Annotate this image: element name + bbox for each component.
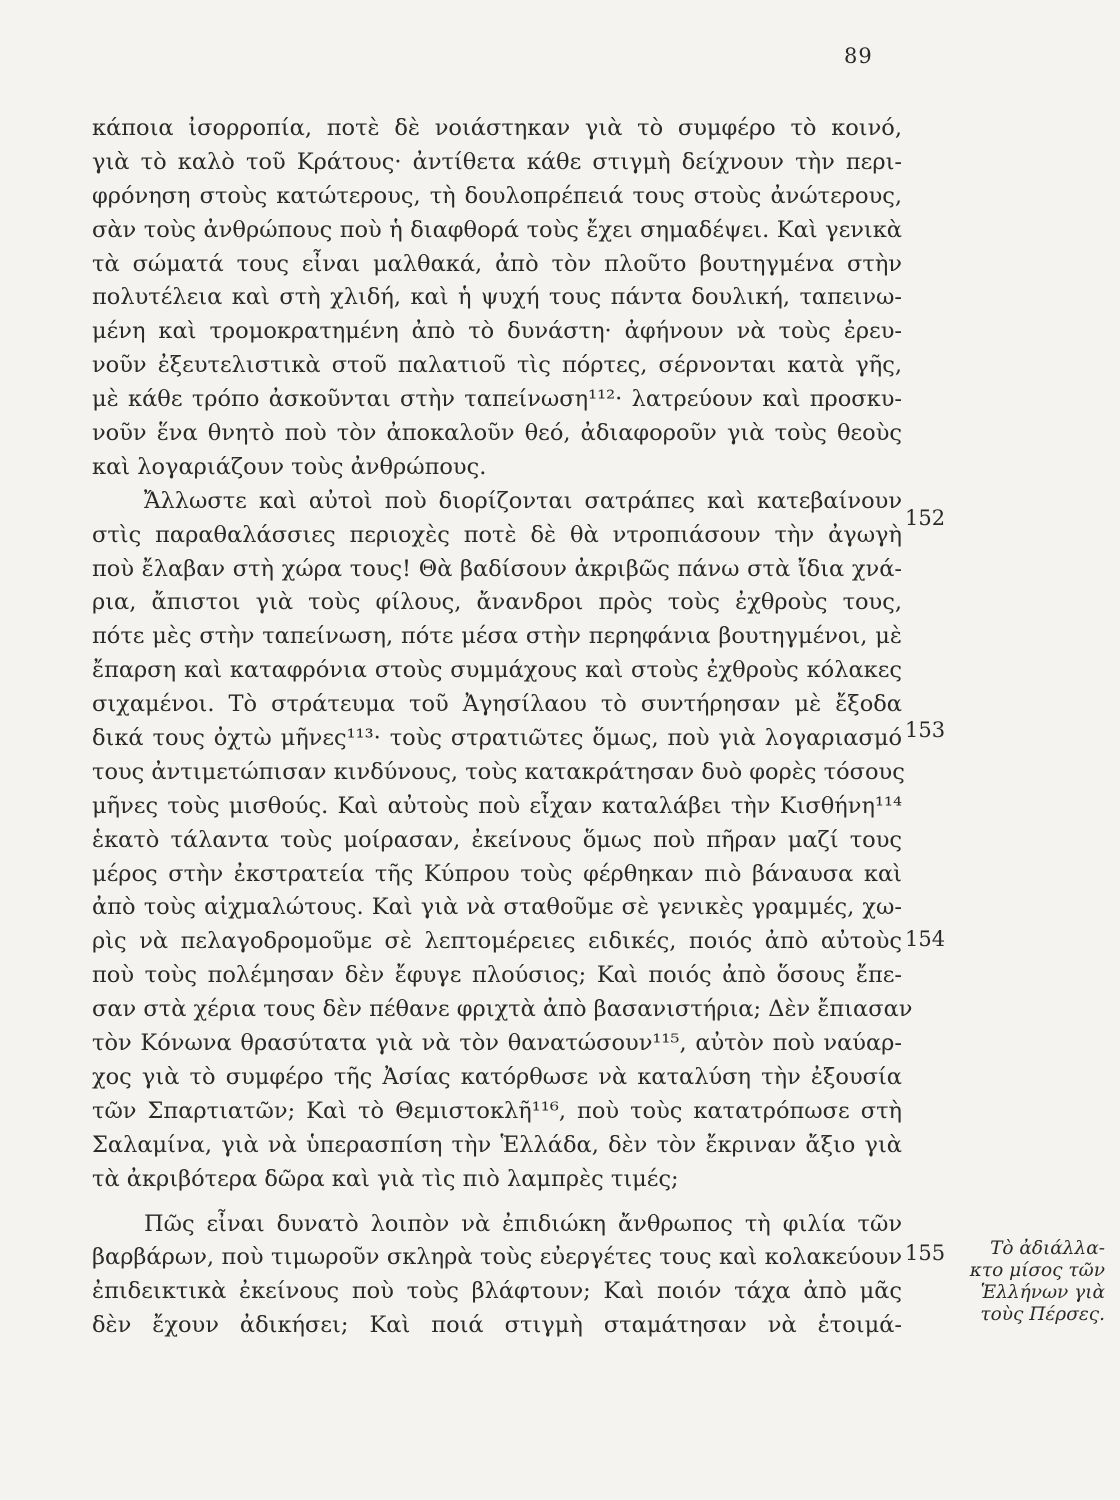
text-line: Ἄλλωστε καὶ αὐτοὶ ποὺ διορίζονται σατράπες καὶ κατεβαίνουν [144, 487, 902, 514]
margin-note [960, 1238, 1105, 1326]
text-line: ἑκατὸ τάλαντα τοὺς μοίρασαν, ἐκείνους ὅμως ποὺ πῆραν μαζί τους [92, 826, 902, 853]
text-line: τους ἀντιμετώπισαν κινδύνους, τοὺς κατακράτησαν δυὸ φορὲς τόσους [92, 758, 905, 785]
section-number: 155 [905, 1241, 946, 1265]
text-line: δικά τους ὀχτὼ μῆνες¹¹³· τοὺς στρατιῶτες ὅμως, ποὺ γιὰ λογαριασμό [92, 725, 902, 752]
page-number: 89 [844, 44, 873, 68]
text-line: πότε μὲς στὴν ταπείνωση, πότε μέσα στὴν περηφάνια βουτηγμένοι, μὲ [92, 623, 902, 650]
text-line: Πῶς εἶναι δυνατὸ λοιπὸν νὰ ἐπιδιώκη ἄνθρωπος τὴ φιλία τῶν [144, 1210, 902, 1237]
text-line: πολυτέλεια καὶ στὴ χλιδή, καὶ ἡ ψυχή τους πάντα δουλική, ταπεινω- [92, 284, 902, 311]
text-line: τὰ ἀκριβότερα δῶρα καὶ γιὰ τὶς πιὸ λαμπρὲς τιμές; [92, 1165, 679, 1192]
text-line: ποὺ τοὺς πολέμησαν δὲν ἔφυγε πλούσιος; Καὶ ποιός ἀπὸ ὅσους ἔπε- [92, 962, 902, 989]
text-line: σιχαμένοι. Τὸ στράτευμα τοῦ Ἀγησίλαου τὸ συντήρησαν μὲ ἔξοδα [92, 691, 902, 718]
text-line: ρια, ἄπιστοι γιὰ τοὺς φίλους, ἄνανδροι πρὸς τοὺς ἐχθροὺς τους, [92, 589, 902, 616]
main-text [92, 112, 913, 1343]
section-number: 154 [905, 927, 946, 951]
text-line: μένη καὶ τρομοκρατημένη ἀπὸ τὸ δυνάστη· ἀφήνουν νὰ τοὺς ἐρευ- [92, 318, 902, 345]
text-line: βαρβάρων, ποὺ τιμωροῦν σκληρὰ τοὺς εὐεργέτες τους καὶ κολακεύουν [92, 1244, 902, 1271]
text-line: ρὶς νὰ πελαγοδρομοῦμε σὲ λεπτομέρειες ειδικές, ποιός ἀπὸ αὐτοὺς [92, 928, 902, 955]
margin-note-line: τοὺς Πέρσες. [980, 1304, 1105, 1325]
text-line: δὲν ἔχουν ἀδικήσει; Καὶ ποιά στιγμὴ σταμάτησαν νὰ ἑτοιμά- [92, 1312, 902, 1339]
text-line: σὰν τοὺς ἀνθρώπους ποὺ ἡ διαφθορά τοὺς ἔχει σημαδέψει. Καὶ γενικὰ [92, 216, 902, 243]
text-line: τῶν Σπαρτιατῶν; Καὶ τὸ Θεμιστοκλῆ¹¹⁶, ποὺ τοὺς κατατρόπωσε στὴ [92, 1097, 902, 1124]
text-line: ἀπὸ τοὺς αἰχμαλώτους. Καὶ γιὰ νὰ σταθοῦμε σὲ γενικὲς γραμμές, χω- [92, 894, 902, 921]
text-line: Σαλαμίνα, γιὰ νὰ ὑπερασπίση τὴν Ἑλλάδα, δὲν τὸν ἔκριναν ἄξιο γιὰ [92, 1131, 902, 1158]
text-line: ποὺ ἔλαβαν στὴ χώρα τους! Θὰ βαδίσουν ἀκριβῶς πάνω στὰ ἴδια χνά- [92, 555, 902, 582]
text-line: χος γιὰ τὸ συμφέρο τῆς Ἀσίας κατόρθωσε νὰ καταλύση τὴν ἐξουσία [92, 1063, 902, 1090]
text-line: μῆνες τοὺς μισθούς. Καὶ αὐτοὺς ποὺ εἶχαν καταλάβει τὴν Κισθήνη¹¹⁴ [92, 792, 902, 819]
text-line: καὶ λογαριάζουν τοὺς ἀνθρώπους. [92, 453, 487, 480]
text-line: τὰ σώματά τους εἶναι μαλθακά, ἀπὸ τὸν πλοῦτο βουτηγμένα στὴν [92, 250, 902, 277]
margin-note-line: Τὸ ἀδιάλλα- [990, 1238, 1105, 1259]
text-line: κάποια ἰσορροπία, ποτὲ δὲ νοιάστηκαν γιὰ τὸ συμφέρο τὸ κοινό, [92, 115, 902, 141]
text-line: νοῦν ἐξευτελιστικὰ στοῦ παλατιοῦ τὶς πόρτες, σέρνονται κατὰ γῆς, [92, 352, 902, 379]
margin-note-line: κτο μίσος τῶν [969, 1260, 1105, 1281]
text-line: μὲ κάθε τρόπο ἀσκοῦνται στὴν ταπείνωση¹¹²· λατρεύουν καὶ προσκυ- [92, 386, 902, 413]
text-line: ἔπαρση καὶ καταφρόνια στοὺς συμμάχους καὶ στοὺς ἐχθροὺς κόλακες [92, 657, 902, 684]
text-line: νοῦν ἕνα θνητὸ ποὺ τὸν ἀποκαλοῦν θεό, ἀδιαφοροῦν γιὰ τοὺς θεοὺς [92, 420, 902, 447]
text-line: γιὰ τὸ καλὸ τοῦ Κράτους· ἀντίθετα κάθε στιγμὴ δείχνουν τὴν περι- [92, 148, 902, 175]
text-line: φρόνηση στοὺς κατώτερους, τὴ δουλοπρέπειά τους στοὺς ἀνώτερους, [92, 182, 902, 209]
text-line: σαν στὰ χέρια τους δὲν πέθανε φριχτὰ ἀπὸ βασανιστήρια; Δὲν ἔπιασαν [92, 996, 913, 1023]
text-line: τὸν Κόνωνα θρασύτατα γιὰ νὰ τὸν θανατώσουν¹¹⁵, αὐτὸν ποὺ ναύαρ- [92, 1030, 902, 1057]
section-number: 152 [905, 506, 946, 530]
text-line: μέρος στὴν ἐκστρατεία τῆς Κύπρου τοὺς φέρθηκαν πιὸ βάναυσα καὶ [92, 860, 902, 887]
text-line: ἐπιδεικτικὰ ἐκείνους ποὺ τοὺς βλάφτουν; Καὶ ποιόν τάχα ἀπὸ μᾶς [92, 1278, 902, 1305]
margin-note-line: Ἑλλήνων γιὰ [980, 1282, 1105, 1303]
text-line: στὶς παραθαλάσσιες περιοχὲς ποτὲ δὲ θὰ ντροπιάσουν τὴν ἀγωγὴ [92, 521, 902, 548]
section-number: 153 [905, 718, 946, 742]
